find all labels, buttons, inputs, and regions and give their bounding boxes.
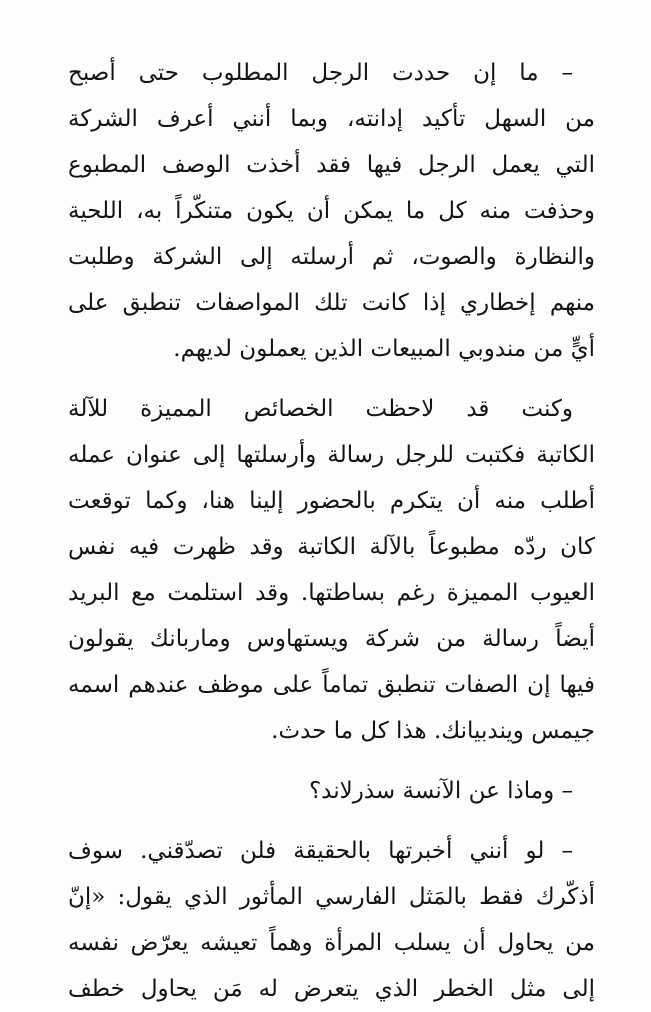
text-line: أيضاً رسالة من شركة ويستهاوس وماربانك يقولون [68,626,595,652]
text-line: من السهل تأكيد إدانته، وبما أنني أعرف الشركة [68,106,595,132]
paragraph-question [68,768,595,814]
text-line: منهم إخطاري إذا كانت تلك المواصفات تنطبق على [68,290,595,316]
text-line: كان ردّه مطبوعاً بالآلة الكاتبة وقد ظهرت فيه نفس [68,534,595,560]
text-line: من يحاول أن يسلب المرأة وهماً تعيشه يعرّض نفسه [68,930,595,956]
text-line: وكنت قد لاحظت الخصائص المميزة للآلة [68,396,573,422]
text-line: – لو أنني أخبرتها بالحقيقة فلن تصدّقني. سوف [68,838,573,864]
text-line: – ما إن حددت الرجل المطلوب حتى أصبح [68,60,573,86]
paragraph-typewriter [68,386,595,754]
text-line: أيٍّ من مندوبي المبيعات الذين يعملون لديهم. [173,336,595,362]
text-line: إلى مثل الخطر الذي يتعرض له مَن يحاول خطف [68,976,595,1002]
paragraph-identification [68,50,595,372]
text-line: العيوب المميزة رغم بساطتها. وقد استلمت مع البريد [68,580,595,606]
text-line: أطلب منه أن يتكرم بالحضور إلينا هنا، وكما توقعت [68,488,595,514]
text-line: فيها إن الصفات تنطبق تماماً على موظف عندهم اسمه [68,672,595,698]
text-line: الكاتبة فكتبت للرجل رسالة وأرسلتها إلى عنوان عمله [68,442,595,468]
text-line: وحذفت منه كل ما يمكن أن يكون متنكّراً به، اللحية [68,198,595,224]
text-line: التي يعمل الرجل فيها فقد أخذت الوصف المطبوع [68,152,595,178]
text-line: – وماذا عن الآنسة سذرلاند؟ [308,778,573,804]
paragraph-answer [68,828,595,1012]
text-line: أذكّرك فقط بالمَثل الفارسي المأثور الذي يقول: «إنّ [68,884,595,910]
text-line: والنظارة والصوت، ثم أرسلته إلى الشركة وطلبت [68,244,595,270]
text-line: جيمس ويندبيانك. هذا كل ما حدث. [271,718,595,744]
